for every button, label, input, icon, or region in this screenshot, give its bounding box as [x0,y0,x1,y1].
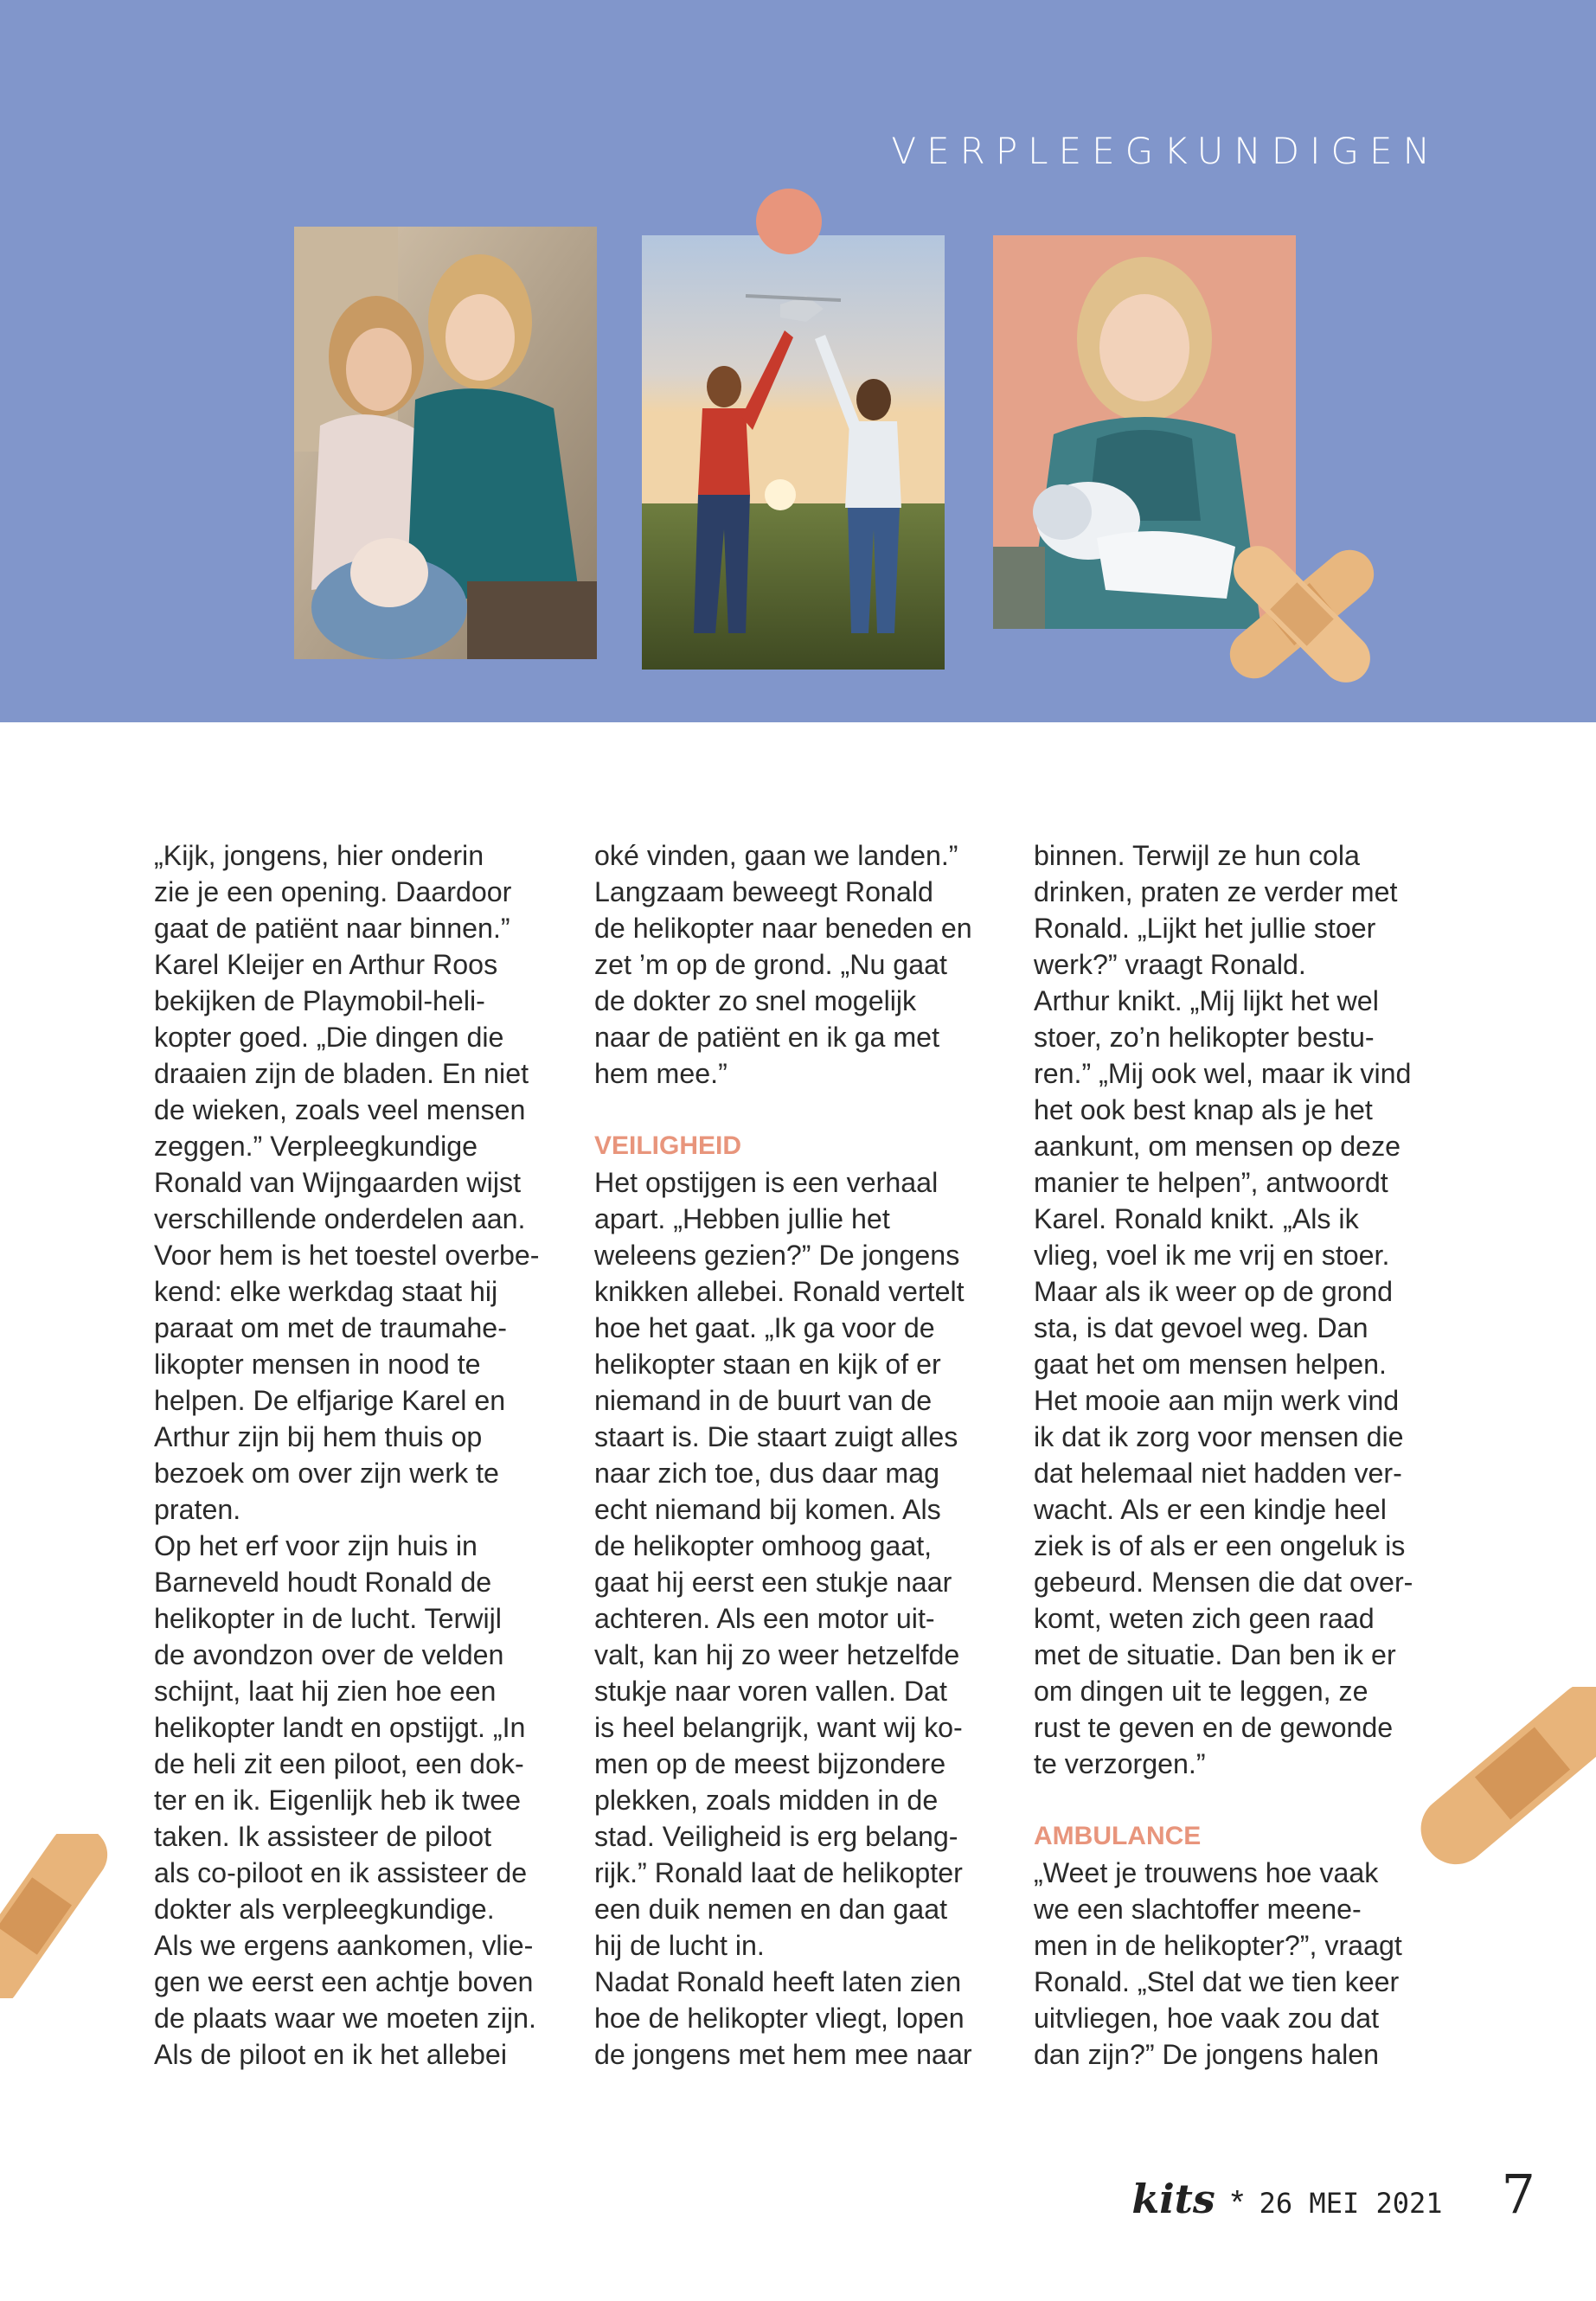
issue-date: 26 MEI 2021 [1259,2187,1443,2220]
bandage-cross-icon [1207,528,1397,701]
article-column-2 [594,837,1018,2073]
bandage-strip-icon [0,1834,121,1998]
pin-circle [756,189,822,254]
brand-logo: kits [1131,2176,1215,2222]
page-footer [1131,2163,1535,2226]
section-heading-ambulance: AMBULANCE [1034,1822,1202,1850]
paragraph: Arthur knikt. „Mij lijkt het wel stoer, zo’n helikopter bestu- ren.” „Mij ook wel, maar ik vind het ook best knap als je het aankunt, om mensen op deze manier te helpen”, antwoordt Karel. Ronald knikt. „Als ik vlieg, voel ik me vrij en stoer. Maar als ik weer op de grond sta, is dat gevoel weg. Dan gaat het om mensen helpen. Het mooie aan mijn werk vind ik dat ik zorg voor mensen die dat helemaal niet hadden ver- wacht. Als er een kindje heel ziek is of als er een ongeluk is gebeurd. Mensen die dat over- komt, weten zich geen raad met de situatie. Dan ben ik er om dingen uit te leggen, ze rust te geven en de gewonde te verzorgen.” [1034,985,1413,1779]
article-column-3 [1034,837,1458,2073]
article-column-1 [154,837,578,2073]
paragraph: Het opstijgen is een verhaal apart. „Hebben jullie het weleens gezien?” De jongens knikken allebei. Ronald vertelt hoe het gaat. „Ik ga voor de helikopter staan en kijk of er niemand in de buurt van de staart is. Die staart zuigt alles naar zich toe, dus daar mag echt niemand bij komen. Als de helikopter omhoog gaat, gaat hij eerst een stukje naar achteren. Als een motor uit- valt, kan hij zo weer hetzelfde stukje naar voren vallen. Dat is heel belangrijk, want wij ko- men op de meest bijzondere plekken, zoals midden in de stad. Veiligheid is erg belang- rijk.” Ronald laat de helikopter een duik nemen en dan gaat hij de lucht in. [594,1167,965,1961]
separator-star-icon: * [1230,2184,1244,2221]
paragraph: „Kijk, jongens, hier onderin zie je een opening. Daardoor gaat de patiënt naar binnen.” Karel Kleijer en Arthur Roos bekijken de Playmobil-heli- kopter goed. „Die dingen die draaien zijn de bladen. En niet de wieken, zoals veel mensen zeggen.” Verpleegkundige Ronald van Wijngaarden wijst verschillende onderdelen aan. Voor hem is het toestel overbe- kend: elke werkdag staat hij paraat om met de traumahe- likopter mensen in nood te helpen. De elfjarige Karel en Arthur zijn bij hem thuis op bezoek om over zijn werk te praten. [154,840,540,1525]
paragraph: „Weet je trouwens hoe vaak we een slachtoffer meene- men in de helikopter?”, vraagt Ronald. „Stel dat we tien keer uitvliegen, hoe vaak zou dat dan zijn?” De jongens halen [1034,1857,1402,2070]
page-number: 7 [1501,2163,1535,2226]
girls-with-doll-photo [294,227,597,659]
paragraph: Op het erf voor zijn huis in Barneveld houdt Ronald de helikopter in de lucht. Terwijl de avondzon over de velden schijnt, laat hij zien hoe een helikopter landt en opstijgt. „In de heli zit een piloot, een dok- ter en ik. Eigenlijk heb ik twee taken. Ik assisteer de piloot als co-piloot en ik assisteer de dokter als verpleegkundige. Als we ergens aankomen, vlie- gen we eerst een achtje boven de plaats waar we moeten zijn. Als de piloot en ik het allebei [154,1530,536,2070]
paragraph: Nadat Ronald heeft laten zien hoe de helikopter vliegt, lopen de jongens met hem mee naar [594,1966,972,2070]
section-heading-veiligheid: VEILIGHEID [594,1131,742,1160]
boys-with-toy-helicopter-photo [642,235,945,670]
paragraph: oké vinden, gaan we landen.” Langzaam beweegt Ronald de helikopter naar beneden en zet ’m op de grond. „Nu gaat de dokter zo snel mogelijk naar de patiënt en ik ga met hem mee.” [594,840,972,1089]
paragraph: binnen. Terwijl ze hun cola drinken, praten ze verder met Ronald. „Lijkt het jullie stoer werk?” vraagt Ronald. [1034,840,1398,980]
section-label: VERPLEEGKUNDIGEN [891,130,1440,172]
